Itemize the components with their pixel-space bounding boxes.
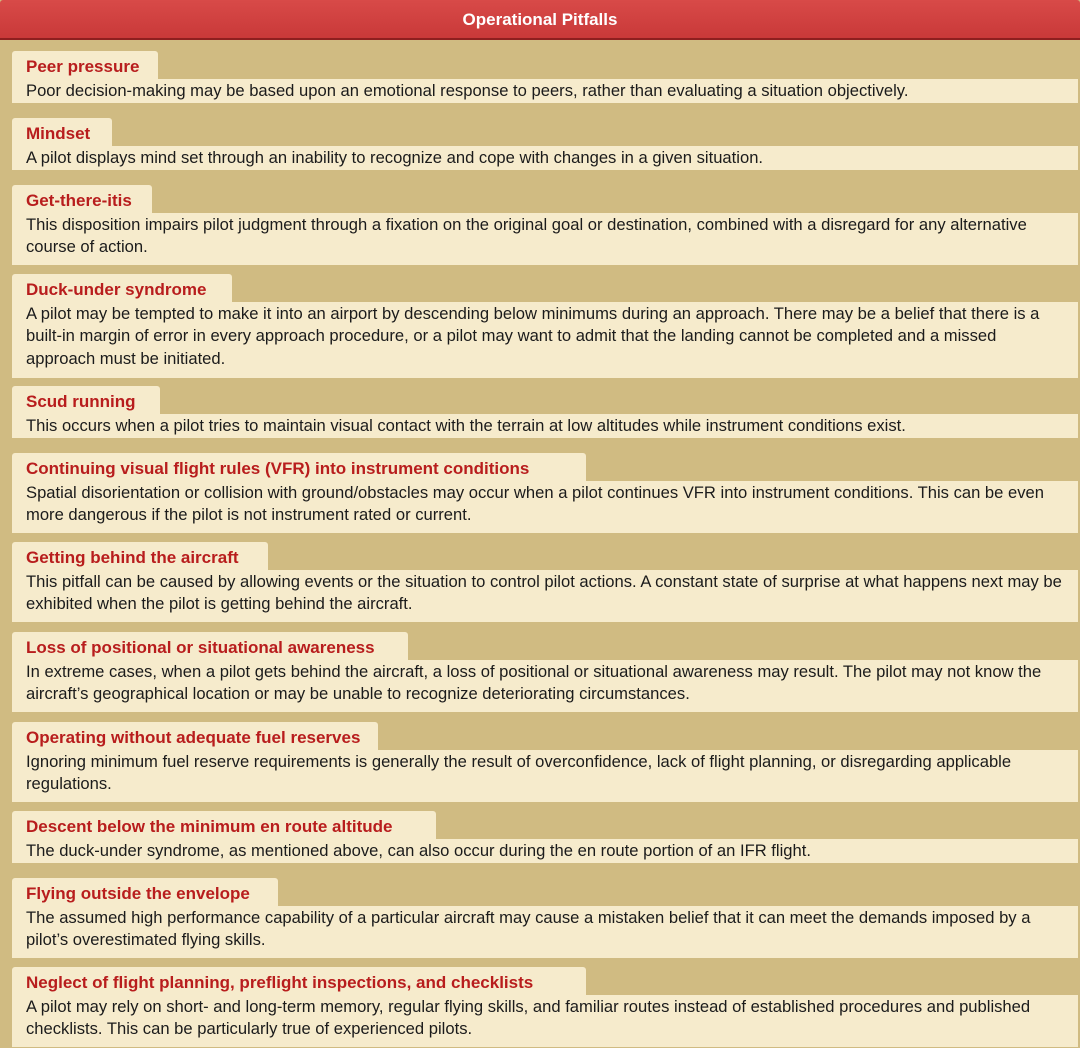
pitfall-item-loss-of-awareness bbox=[12, 632, 1078, 712]
pitfall-item-duck-under-syndrome bbox=[12, 274, 1078, 378]
pitfall-heading: Flying outside the envelope bbox=[12, 878, 278, 906]
pitfall-description: A pilot may be tempted to make it into an airport by descending below minimums during an approach. There may be a belief that there is a built-in margin of error in every approach procedure, or a pilot may want to admit that the landing cannot be completed and a missed approach must be initiated. bbox=[12, 302, 1078, 378]
pitfall-description: In extreme cases, when a pilot gets behind the aircraft, a loss of positional or situational awareness may result. The pilot may not know the aircraft’s geographical location or may be unable to recognize deteriorating circumstances. bbox=[12, 660, 1078, 712]
pitfall-description: A pilot displays mind set through an inability to recognize and cope with changes in a given situation. bbox=[12, 146, 1078, 170]
pitfall-description: This disposition impairs pilot judgment through a fixation on the original goal or destination, combined with a disregard for any alternative course of action. bbox=[12, 213, 1078, 265]
table-title: Operational Pitfalls bbox=[0, 0, 1080, 40]
pitfall-description: The duck-under syndrome, as mentioned above, can also occur during the en route portion of an IFR flight. bbox=[12, 839, 1078, 863]
pitfall-heading: Duck-under syndrome bbox=[12, 274, 232, 302]
pitfall-item-get-there-itis bbox=[12, 185, 1078, 265]
pitfall-item-neglect-of-planning bbox=[12, 967, 1078, 1047]
pitfall-description: Spatial disorientation or collision with ground/obstacles may occur when a pilot continues VFR into instrument conditions. This can be even more dangerous if the pilot is not instrument rated or current. bbox=[12, 481, 1078, 533]
pitfall-item-below-mea bbox=[12, 811, 1078, 863]
pitfall-heading: Get-there-itis bbox=[12, 185, 152, 213]
pitfall-heading: Scud running bbox=[12, 386, 160, 414]
pitfall-heading: Peer pressure bbox=[12, 51, 158, 79]
pitfall-description: This pitfall can be caused by allowing events or the situation to control pilot actions. A constant state of surprise at what happens next may be exhibited when the pilot is getting behind the aircraft. bbox=[12, 570, 1078, 622]
pitfall-list bbox=[0, 40, 1080, 1048]
pitfall-description: A pilot may rely on short- and long-term memory, regular flying skills, and familiar routes instead of established procedures and published checklists. This can be particularly true of experienced pilots. bbox=[12, 995, 1078, 1047]
pitfall-heading: Mindset bbox=[12, 118, 112, 146]
pitfall-description: Poor decision-making may be based upon an emotional response to peers, rather than evaluating a situation objectively. bbox=[12, 79, 1078, 103]
pitfall-description: This occurs when a pilot tries to maintain visual contact with the terrain at low altitudes while instrument conditions exist. bbox=[12, 414, 1078, 438]
pitfall-heading: Getting behind the aircraft bbox=[12, 542, 268, 570]
pitfall-heading: Operating without adequate fuel reserves bbox=[12, 722, 378, 750]
pitfall-heading: Descent below the minimum en route altitude bbox=[12, 811, 436, 839]
pitfall-item-fuel-reserves bbox=[12, 722, 1078, 802]
pitfall-item-outside-envelope bbox=[12, 878, 1078, 958]
pitfall-heading: Continuing visual flight rules (VFR) into instrument conditions bbox=[12, 453, 586, 481]
pitfall-description: Ignoring minimum fuel reserve requirements is generally the result of overconfidence, lack of flight planning, or disregarding applicable regulations. bbox=[12, 750, 1078, 802]
pitfall-heading: Neglect of flight planning, preflight inspections, and checklists bbox=[12, 967, 586, 995]
pitfall-heading: Loss of positional or situational awareness bbox=[12, 632, 408, 660]
pitfall-item-scud-running bbox=[12, 386, 1078, 438]
pitfall-item-mindset bbox=[12, 118, 1078, 170]
pitfall-item-peer-pressure bbox=[12, 51, 1078, 103]
pitfall-description: The assumed high performance capability of a particular aircraft may cause a mistaken belief that it can meet the demands imposed by a pilot’s overestimated flying skills. bbox=[12, 906, 1078, 958]
pitfall-item-vfr-into-imc bbox=[12, 453, 1078, 533]
pitfall-item-behind-the-aircraft bbox=[12, 542, 1078, 622]
